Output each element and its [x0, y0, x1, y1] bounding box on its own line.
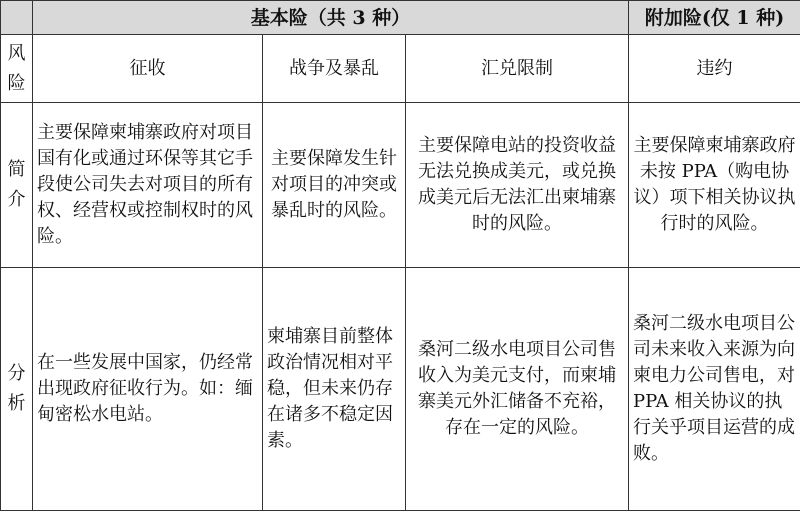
risk-label	[1, 35, 33, 103]
corner-cell	[1, 1, 33, 35]
analysis-label-line: 分	[7, 363, 26, 385]
risk-label-line: 风	[7, 42, 26, 64]
risk-label-line: 险	[7, 72, 26, 94]
col-war: 战争及暴乱	[263, 35, 406, 103]
intro-label-line: 介	[7, 189, 26, 211]
analysis-war: 柬埔寨目前整体政治情况相对平稳，但未来仍存在诸多不稳定因素。	[263, 268, 406, 511]
analysis-exchange: 桑河二级水电项目公司售收入为美元支付，而柬埔寨美元外汇储备不充裕，存在一定的风险。	[406, 268, 629, 511]
col-breach: 违约	[629, 35, 800, 103]
analysis-row	[1, 268, 800, 511]
analysis-label-line: 析	[7, 393, 26, 415]
col-exchange: 汇兑限制	[406, 35, 629, 103]
intro-row	[1, 102, 800, 267]
intro-label-line: 简	[7, 159, 26, 181]
basic-insurance-header: 基本险（共 3 种）	[33, 1, 629, 35]
intro-label	[1, 102, 33, 267]
intro-exchange: 主要保障电站的投资收益无法兑换成美元，或兑换成美元后无法汇出柬埔寨时的风险。	[406, 102, 629, 267]
analysis-expropriation: 在一些发展中国家，仍经常出现政府征收行为。如：缅甸密松水电站。	[33, 268, 263, 511]
analysis-breach: 桑河二级水电项目公司未来收入来源为向柬电力公司售电，对 PPA 相关协议的执行关乎项目运营的成败。	[629, 268, 800, 511]
additional-insurance-header: 附加险(仅 1 种)	[629, 1, 800, 35]
header-row	[1, 1, 800, 35]
analysis-label	[1, 268, 33, 511]
column-header-row	[1, 35, 800, 103]
intro-breach: 主要保障柬埔寨政府未按 PPA（购电协议）项下相关协议执行时的风险。	[629, 102, 800, 267]
intro-expropriation: 主要保障柬埔寨政府对项目国有化或通过环保等其它手段使公司失去对项目的所有权、经营权或控制权时的风险。	[33, 102, 263, 267]
col-expropriation: 征收	[33, 35, 263, 103]
intro-war: 主要保障发生针对项目的冲突或暴乱时的风险。	[263, 102, 406, 267]
